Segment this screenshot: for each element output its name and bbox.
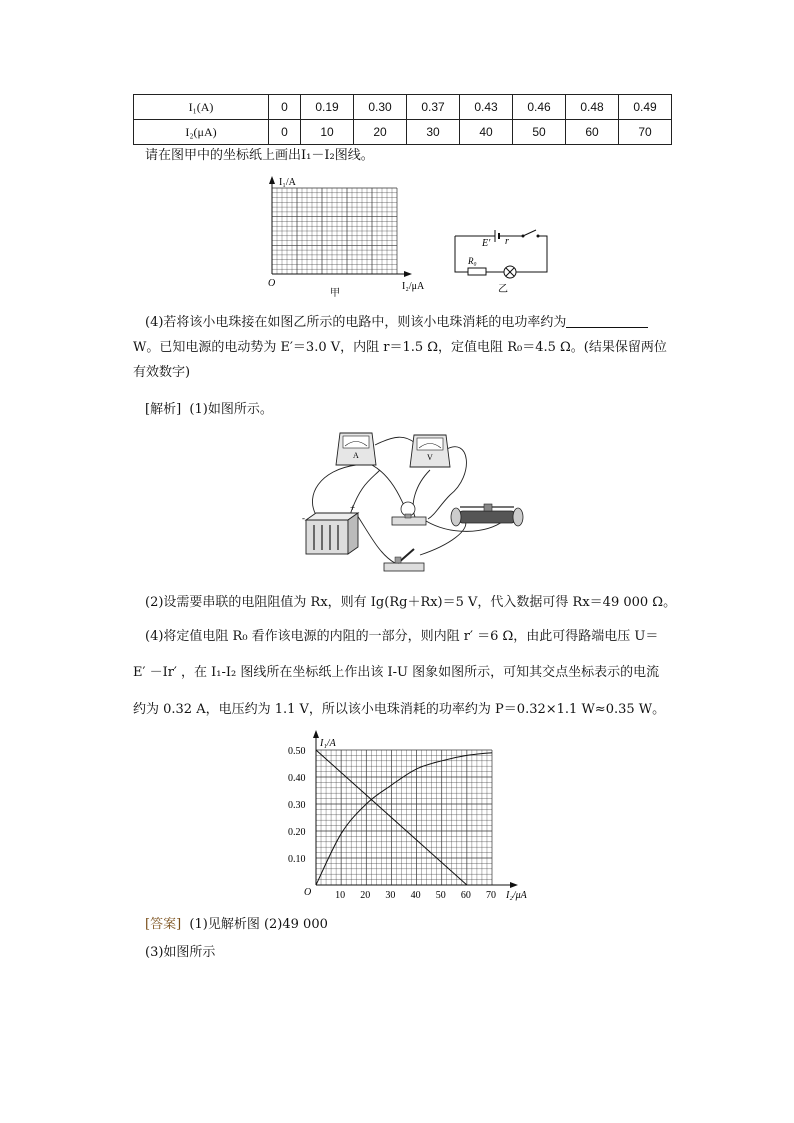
bulb-icon <box>392 502 426 525</box>
q4-line2: W。已知电源的电动势为 E′＝3.0 V，内阻 r＝1.5 Ω，定值电阻 R₀＝4.5 Ω。(结果保留两位 <box>133 340 667 355</box>
wire <box>413 470 430 517</box>
table-cell: 0.37 <box>407 95 460 120</box>
analysis-p2: (2)设需要串联的电阻阻值为 Rx，则有 Ig(Rg＋Rx)＝5 V，代入数据可得 Rx＝49 000 Ω。 <box>145 595 677 610</box>
table-cell: 40 <box>460 120 513 145</box>
y-axis-label: I₁/A <box>279 177 296 188</box>
table-cell: 0.30 <box>354 95 407 120</box>
answer-blank <box>566 314 648 328</box>
answer-line <box>145 912 690 937</box>
analysis-p3a: (4)将定值电阻 R₀ 看作该电源的内阻的一部分，则内阻 r′ ＝6 Ω，由此可得路端电压 U＝ <box>145 629 659 644</box>
chart-grid <box>313 730 518 888</box>
y-tick-label: 0.40 <box>288 773 306 784</box>
x-tick-label: 30 <box>385 890 396 901</box>
emf-label: E′ <box>482 238 491 249</box>
y-tick-label: 0.20 <box>288 827 306 838</box>
q4-text: (4)若将该小电珠接在如图乙所示的电路中，则该小电珠消耗的电功率约为 <box>145 315 567 330</box>
analysis-p1: (1)如图所示。 <box>189 402 273 417</box>
table-cell: 60 <box>566 120 619 145</box>
instruction-text: 请在图甲中的坐标纸上画出I₁－I₂图线。 <box>145 148 374 163</box>
x-axis-label: I₂/μA <box>402 281 425 292</box>
battery-minus: - <box>302 513 305 523</box>
circuit-diagram <box>455 230 547 295</box>
wire <box>375 437 415 445</box>
battery-plus: + <box>350 503 356 513</box>
table-cell: 50 <box>513 120 566 145</box>
table-cell: 20 <box>354 120 407 145</box>
answer-line2: (3)如图所示 <box>145 945 216 960</box>
y-tick-label: 0.50 <box>288 746 306 757</box>
battery-icon <box>302 503 358 554</box>
x-tick-label: 40 <box>410 890 421 901</box>
q4-line1 <box>145 310 690 335</box>
caption-yi: 乙 <box>498 284 508 295</box>
caption-jia: 甲 <box>330 288 340 299</box>
x-tick-label: 70 <box>486 890 496 901</box>
table-cell: 0 <box>269 120 301 145</box>
circuit-wire <box>455 236 547 272</box>
chart-x-label: I₂/μA <box>506 890 527 901</box>
table-cell: 0.48 <box>566 95 619 120</box>
y-arrow <box>313 730 319 738</box>
x-tick-label: 10 <box>335 890 346 901</box>
x-arrow <box>404 271 412 277</box>
table-cell: 0 <box>269 95 301 120</box>
x-tick-label: 20 <box>360 890 371 901</box>
y-tick-label: 0.10 <box>288 854 306 865</box>
r0-label: R₀ <box>468 256 477 266</box>
x-tick-label: 50 <box>435 890 446 901</box>
analysis-heading <box>145 397 690 422</box>
table-cell: 0.49 <box>619 95 672 120</box>
grid-paper <box>272 188 397 274</box>
analysis-p3c: 约为 0.32 A，电压约为 1.1 V，所以该小电珠消耗的功率约为 P＝0.32×1.1 W≈0.35 W。 <box>133 702 666 717</box>
y-arrow <box>269 176 275 184</box>
ammeter-icon <box>336 433 376 465</box>
internal-r-label: r <box>505 236 509 247</box>
apparatus-figure <box>300 425 530 577</box>
ammeter-label: A <box>353 451 359 460</box>
row-header: I₂(μA) <box>134 120 269 145</box>
table-cell: 0.43 <box>460 95 513 120</box>
voltmeter-icon <box>410 435 450 467</box>
answer-tag: [答案] <box>145 917 182 932</box>
resistor-r0-icon <box>468 268 486 275</box>
row-header: I₁(A) <box>134 95 269 120</box>
table-cell: 70 <box>619 120 672 145</box>
voltmeter-label: V <box>427 453 433 462</box>
origin-label: O <box>268 278 276 289</box>
table-cell: 0.46 <box>513 95 566 120</box>
switch-contact <box>537 235 540 238</box>
rheostat-icon <box>451 504 523 526</box>
wire <box>357 515 395 563</box>
table-cell: 0.19 <box>301 95 354 120</box>
analysis-tag: [解析] <box>145 402 182 417</box>
table-row <box>134 120 672 145</box>
answer-text: (1)见解析图 (2)49 000 <box>189 917 328 932</box>
wire <box>420 520 466 555</box>
q4-line3: 有效数字) <box>133 365 191 380</box>
chart-origin: O <box>304 887 312 898</box>
analysis-p3b: E′ －Ir′ ，在 I₁-I₂ 图线所在坐标纸上作出该 I-U 图象如图所示，可知其交点坐标表示的电流 <box>133 665 660 680</box>
x-tick-label: 60 <box>460 890 471 901</box>
table-cell: 30 <box>407 120 460 145</box>
table-cell: 10 <box>301 120 354 145</box>
chart-series <box>316 750 492 885</box>
i1-i2-chart <box>280 728 545 908</box>
chart-y-label: I₁/A <box>320 738 336 749</box>
x-arrow <box>510 882 518 888</box>
table-row <box>134 95 672 120</box>
figure-top <box>260 172 560 300</box>
y-tick-label: 0.30 <box>288 800 306 811</box>
switch-icon <box>523 230 536 236</box>
data-table <box>133 94 672 145</box>
series-curve <box>316 753 492 885</box>
